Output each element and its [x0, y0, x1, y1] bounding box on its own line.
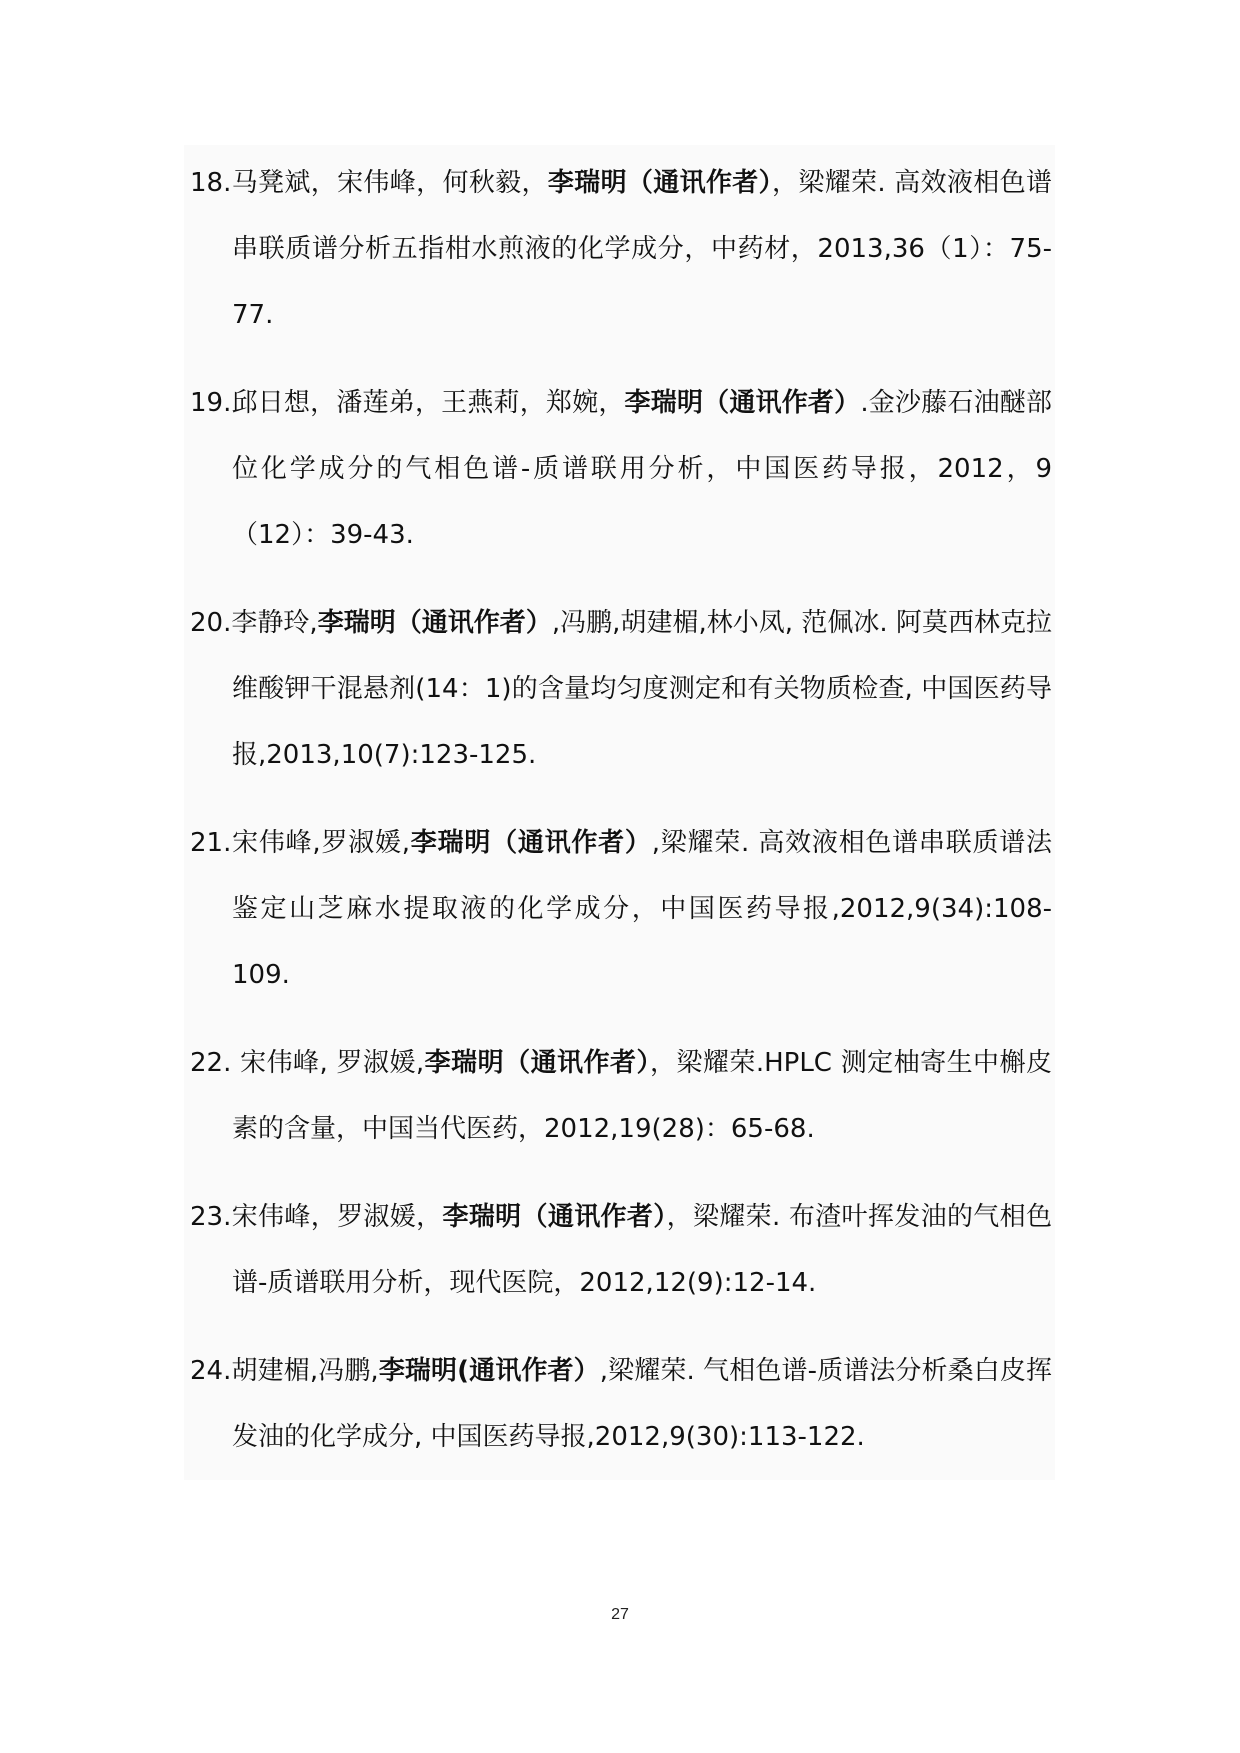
corresponding-author: 李瑞明（通讯作者） — [442, 1202, 667, 1232]
reference-authors: 宋伟峰, 罗淑媛, — [231, 1048, 425, 1078]
reference-authors: 胡建楣,冯鹏, — [231, 1356, 379, 1386]
corresponding-author: 李瑞明（通讯作者） — [424, 1048, 650, 1078]
reference-item-20 — [190, 590, 1052, 788]
corresponding-author: 李瑞明（通讯作者） — [547, 168, 772, 198]
reference-number: 22. — [190, 1048, 232, 1078]
page-number: 27 — [611, 1606, 629, 1623]
reference-details: .金沙藤石油醚部位化学成分的气相色谱-质谱联用分析，中国医药导报，2012，9（12）：39-43. — [232, 388, 1052, 550]
reference-number: 19. — [190, 388, 232, 418]
reference-number: 23. — [190, 1202, 232, 1232]
reference-details: ,梁耀荣. 气相色谱-质谱法分析桑白皮挥发油的化学成分, 中国医药导报,2012,9(30):113-122. — [232, 1356, 1052, 1452]
corresponding-author: 李瑞明（通讯作者） — [317, 608, 552, 638]
reference-details: ,冯鹏,胡建楣,林小凤, 范佩冰. 阿莫西林克拉维酸钾干混悬剂(14：1)的含量均匀度测定和有关物质检查, 中国医药导报,2013,10(7):123-125. — [232, 608, 1052, 770]
reference-item-21 — [190, 810, 1052, 1008]
corresponding-author: 李瑞明（通讯作者） — [410, 828, 652, 858]
reference-authors: 李静玲, — [231, 608, 318, 638]
reference-list — [190, 150, 1052, 1470]
corresponding-author: 李瑞明(通讯作者） — [378, 1356, 600, 1386]
reference-item-24 — [190, 1338, 1052, 1470]
reference-item-19 — [190, 370, 1052, 568]
reference-number: 20. — [190, 608, 232, 638]
reference-details: ，梁耀荣. 高效液相色谱串联质谱分析五指柑水煎液的化学成分，中药材，2013,36（1）：75-77. — [232, 168, 1052, 330]
reference-details: ,梁耀荣. 高效液相色谱串联质谱法鉴定山芝麻水提取液的化学成分，中国医药导报,2012,9(34):108-109. — [232, 828, 1052, 990]
reference-details: ，梁耀荣.HPLC 测定柚寄生中槲皮素的含量，中国当代医药，2012,19(28)：65-68. — [232, 1048, 1052, 1144]
reference-number: 18. — [190, 168, 232, 198]
reference-item-22 — [190, 1030, 1052, 1162]
reference-details: ，梁耀荣. 布渣叶挥发油的气相色谱-质谱联用分析，现代医院，2012,12(9):12-14. — [232, 1202, 1052, 1298]
reference-item-18 — [190, 150, 1052, 348]
reference-number: 21. — [190, 828, 232, 858]
reference-authors: 宋伟峰，罗淑媛， — [231, 1202, 443, 1232]
reference-authors: 邱日想，潘莲弟，王燕莉，郑婉， — [231, 388, 625, 418]
reference-number: 24. — [190, 1356, 232, 1386]
reference-item-23 — [190, 1184, 1052, 1316]
reference-authors: 宋伟峰,罗淑媛, — [231, 828, 411, 858]
reference-authors: 马凳斌，宋伟峰，何秋毅， — [231, 168, 548, 198]
corresponding-author: 李瑞明（通讯作者） — [624, 388, 861, 418]
